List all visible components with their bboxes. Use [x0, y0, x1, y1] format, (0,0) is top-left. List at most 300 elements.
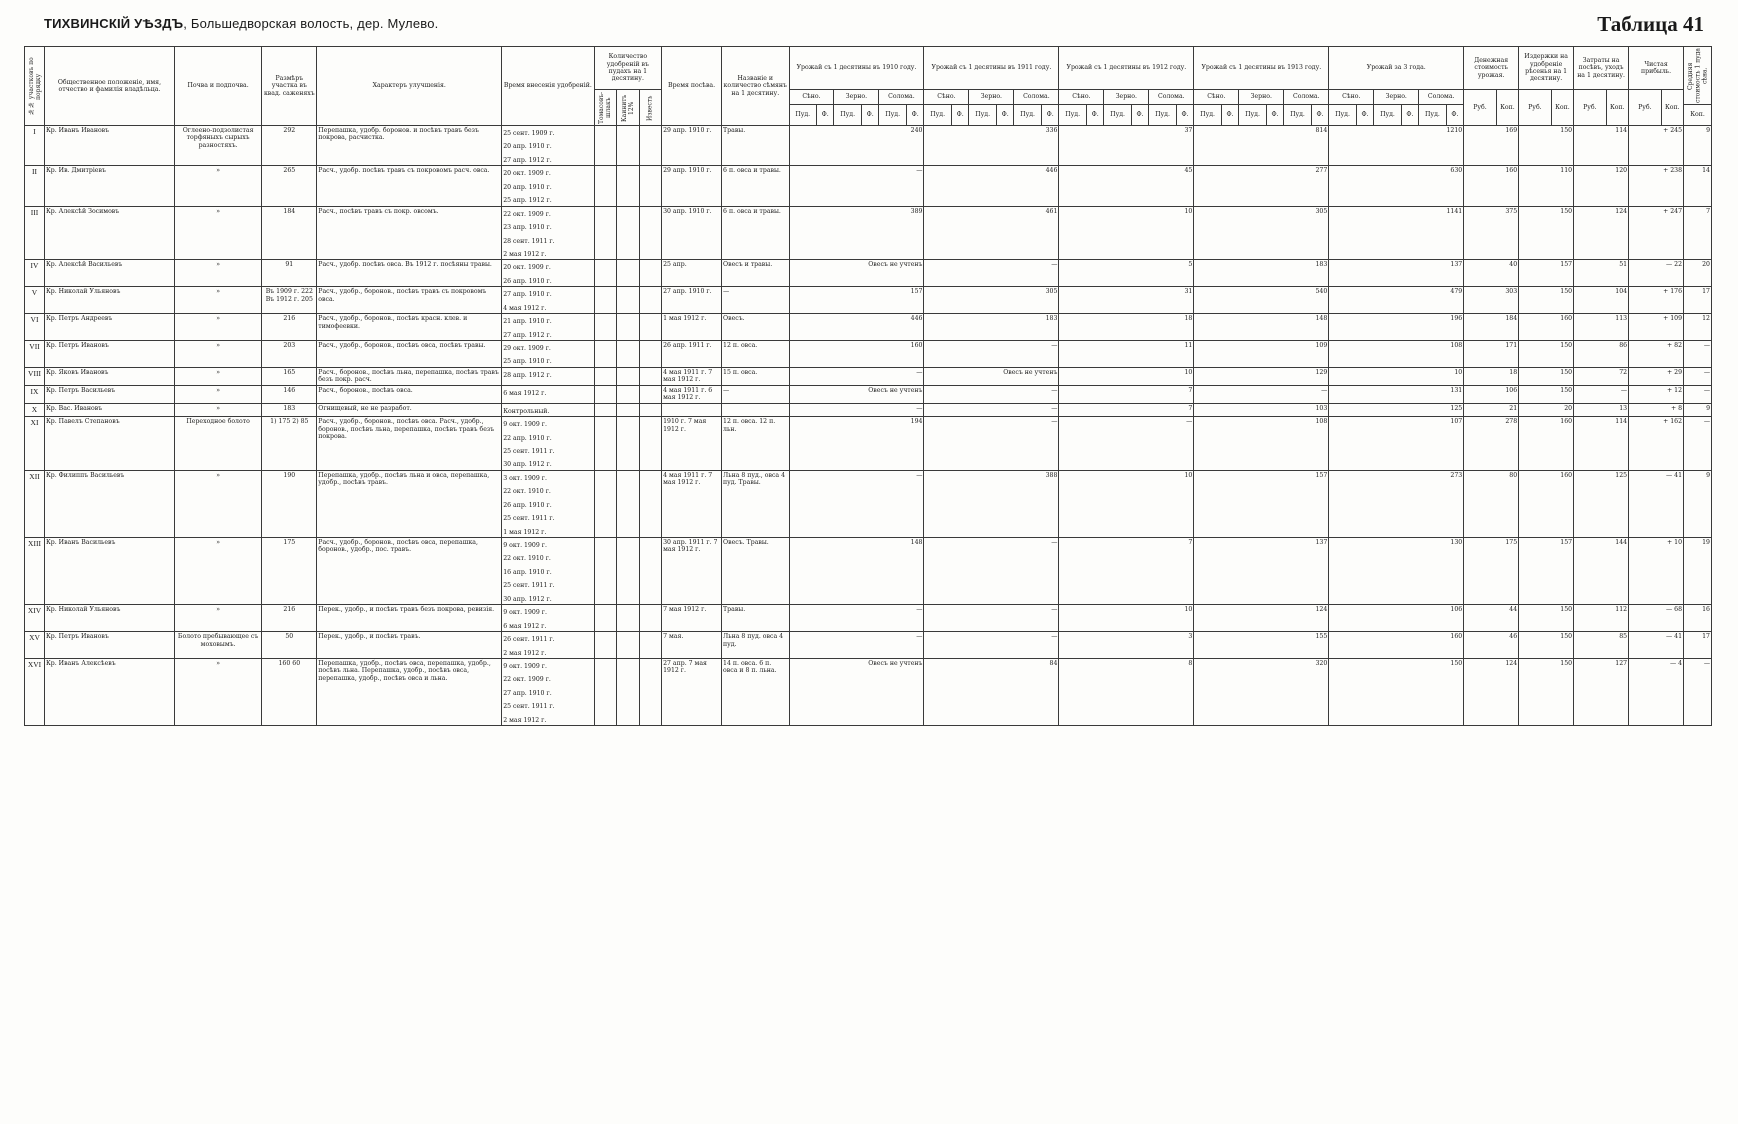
thomas-slag-amount [594, 417, 616, 471]
soil-type: » [174, 385, 261, 403]
soil-type: » [174, 287, 261, 314]
row-number: I [25, 126, 45, 166]
lime-amount [639, 403, 662, 416]
yield-1913-hay: 109 [1194, 341, 1329, 368]
yield-1913-hay: 137 [1194, 538, 1329, 605]
owner-name: Кр. Вас. Ивановъ [44, 403, 174, 416]
fertilizer-date: 2 мая 1912 г. [503, 716, 547, 724]
improvement-description: Перепашка, удобр., посѣвъ льна и овса, перепашка, удобр., посѣвъ травъ. [317, 470, 502, 537]
kainite-amount [617, 126, 639, 166]
table-row [25, 287, 1712, 314]
row-number: IX [25, 385, 45, 403]
average-cost: 19 [1684, 538, 1712, 605]
yield-1910-hay: Овесъ не учтенъ [789, 260, 924, 287]
sub-header-straw: Солома. [879, 90, 924, 105]
yield-1913-hay: 155 [1194, 632, 1329, 659]
kainite-amount [617, 538, 639, 605]
improvement-description: Перек., удобр., и посѣвъ травъ безъ покрова, ревизія. [317, 605, 502, 632]
thomas-slag-amount [594, 287, 616, 314]
table-row [25, 126, 1712, 166]
yield-1910-hay: 194 [789, 417, 924, 471]
col-header-average-cost: Средняя стоимость 1 пуда сѣна. [1684, 47, 1712, 105]
soil-type: » [174, 206, 261, 260]
thomas-slag-amount [594, 385, 616, 403]
net-profit: — 22 [1629, 260, 1684, 287]
costs: 157 [1519, 538, 1574, 605]
kainite-amount [617, 403, 639, 416]
money-value: 375 [1464, 206, 1519, 260]
sub-header-straw: Солома. [1149, 90, 1194, 105]
fertilizer-date: 25 сент. 1911 г. [503, 447, 555, 455]
yield-3-years: 160 [1329, 632, 1464, 659]
fertilizer-date: 4 мая 1912 г. [503, 304, 547, 312]
yield-1911-hay: — [924, 538, 1059, 605]
fertilizer-date: 27 апр. 1910 г. [503, 291, 552, 299]
money-value: 175 [1464, 538, 1519, 605]
thomas-slag-amount [594, 367, 616, 385]
yield-1911-hay: — [924, 632, 1059, 659]
unit-funt: Ф. [906, 105, 924, 126]
unit-pud: Пуд. [1059, 105, 1086, 126]
expenses: 114 [1574, 417, 1629, 471]
improvement-description: Расч., удобр. посѣвъ травъ съ покровомъ расч. овса. [317, 166, 502, 206]
unit-funt: Ф. [951, 105, 968, 126]
expenses: 72 [1574, 367, 1629, 385]
owner-name: Кр. Ив. Дмитріевъ [44, 166, 174, 206]
fertilizer-dates [502, 385, 594, 403]
sub-header-grain: Зерно. [1374, 90, 1419, 105]
col-header-sowing-date: Время посѣва. [662, 47, 722, 126]
costs: 150 [1519, 658, 1574, 725]
unit-funt: Ф. [1446, 105, 1464, 126]
unit-funt: Ф. [861, 105, 878, 126]
table-row [25, 341, 1712, 368]
expenses: 144 [1574, 538, 1629, 605]
improvement-description: Огнищевый, не не разработ. [317, 403, 502, 416]
net-profit: + 10 [1629, 538, 1684, 605]
fertilizer-date: 27 апр. 1910 г. [503, 689, 552, 697]
yield-3-years: 106 [1329, 605, 1464, 632]
yield-1913-hay: 183 [1194, 260, 1329, 287]
seed-amount: 12 п. овса. [722, 341, 789, 368]
soil-type: » [174, 260, 261, 287]
table-number-label: Таблица 41 [1597, 12, 1704, 36]
results-table [24, 46, 1712, 726]
thomas-slag-amount [594, 470, 616, 537]
seed-amount: 12 п. овса. 12 п. льн. [722, 417, 789, 471]
unit-funt: Ф. [1131, 105, 1148, 126]
sub-header-grain: Зерно. [1239, 90, 1284, 105]
unit-pud: Пуд. [969, 105, 996, 126]
unit-funt: Ф. [1176, 105, 1194, 126]
yield-3-years: 107 [1329, 417, 1464, 471]
fertilizer-date: Контрольный. [503, 407, 550, 415]
sub-header-grain: Зерно. [834, 90, 879, 105]
expenses: 86 [1574, 341, 1629, 368]
row-number: XIV [25, 605, 45, 632]
fertilizer-date: 2 мая 1912 г. [503, 649, 547, 657]
plot-size: 190 [262, 470, 317, 537]
net-profit: + 247 [1629, 206, 1684, 260]
unit-pud: Пуд. [1284, 105, 1311, 126]
costs: 160 [1519, 470, 1574, 537]
kainite-amount [617, 470, 639, 537]
unit-funt: Ф. [1086, 105, 1103, 126]
plot-size: 184 [262, 206, 317, 260]
yield-1912-hay: — [1059, 417, 1194, 471]
seed-amount: Овесъ. Травы. [722, 538, 789, 605]
kainite-amount [617, 417, 639, 471]
fertilizer-dates [502, 538, 594, 605]
yield-1910-hay: — [789, 403, 924, 416]
net-profit: + 109 [1629, 314, 1684, 341]
soil-type: » [174, 314, 261, 341]
improvement-description: Перек., удобр., и посѣвъ травъ. [317, 632, 502, 659]
net-profit: + 12 [1629, 385, 1684, 403]
owner-name: Кр. Иванъ Васильевъ [44, 538, 174, 605]
yield-1912-hay: 8 [1059, 658, 1194, 725]
fertilizer-dates [502, 260, 594, 287]
yield-1910-hay: 446 [789, 314, 924, 341]
plot-size: 165 [262, 367, 317, 385]
fertilizer-dates [502, 367, 594, 385]
costs: 110 [1519, 166, 1574, 206]
yield-1913-hay: 108 [1194, 417, 1329, 471]
average-cost: 12 [1684, 314, 1712, 341]
fertilizer-dates [502, 287, 594, 314]
col-header-owner: Общественное положеніе, имя, отчество и фамилія владѣльца. [44, 47, 174, 126]
unit-pud: Пуд. [1104, 105, 1131, 126]
yield-1912-hay: 7 [1059, 538, 1194, 605]
unit-kop: Коп. [1551, 90, 1573, 126]
col-header-yield-1913: Урожай съ 1 десятины въ 1913 году. [1194, 47, 1329, 90]
table-row [25, 385, 1712, 403]
soil-type: Оглеено-подзолистая торфяныхъ сырыхъ разностяхъ. [174, 126, 261, 166]
soil-type: » [174, 367, 261, 385]
col-header-thomas-slag: Томасовъ-шлакъ [594, 90, 616, 126]
fertilizer-date: 22 окт. 1910 г. [503, 555, 551, 563]
improvement-description: Перепашка, удобр. боронов. и посѣвъ травъ безъ покрова, расчистка. [317, 126, 502, 166]
yield-1910-hay: 157 [789, 287, 924, 314]
fertilizer-date: 21 апр. 1910 г. [503, 318, 552, 326]
expenses: 113 [1574, 314, 1629, 341]
col-header-expenses: Затраты на посѣвъ, уходъ на 1 десятину. [1574, 47, 1629, 90]
fertilizer-date: 27 апр. 1912 г. [503, 156, 552, 164]
average-cost: 9 [1684, 126, 1712, 166]
yield-1910-hay: Овесъ не учтенъ [789, 385, 924, 403]
yield-1910-hay: 240 [789, 126, 924, 166]
unit-funt: Ф. [816, 105, 833, 126]
row-number: X [25, 403, 45, 416]
fertilizer-date: 20 окт. 1909 г. [503, 264, 551, 272]
row-number: III [25, 206, 45, 260]
sowing-date: 7 мая 1912 г. [662, 605, 722, 632]
fertilizer-date: 20 окт. 1909 г. [503, 170, 551, 178]
soil-type: » [174, 403, 261, 416]
sowing-date: 7 мая. [662, 632, 722, 659]
fertilizer-date: 25 сент. 1911 г. [503, 515, 555, 523]
kainite-amount [617, 385, 639, 403]
yield-1910-hay: — [789, 367, 924, 385]
sowing-date: 26 апр. 1911 г. [662, 341, 722, 368]
average-cost: — [1684, 658, 1712, 725]
yield-1910-hay: — [789, 470, 924, 537]
seed-amount: Льна 8 пуд., овса 4 пуд. Травы. [722, 470, 789, 537]
fertilizer-date: 2 мая 1912 г. [503, 250, 547, 258]
expenses: 85 [1574, 632, 1629, 659]
fertilizer-dates [502, 470, 594, 537]
unit-pud: Пуд. [924, 105, 951, 126]
seed-amount: — [722, 385, 789, 403]
col-header-kainite: Каинитъ 12% [617, 90, 639, 126]
lime-amount [639, 605, 662, 632]
sub-header-hay: Сѣно. [1329, 90, 1374, 105]
unit-pud: Пуд. [1194, 105, 1221, 126]
expenses: 120 [1574, 166, 1629, 206]
expenses: 13 [1574, 403, 1629, 416]
seed-amount: Овесъ и травы. [722, 260, 789, 287]
average-cost: 17 [1684, 287, 1712, 314]
soil-type: » [174, 658, 261, 725]
costs: 150 [1519, 126, 1574, 166]
unit-pud: Пуд. [1014, 105, 1041, 126]
money-value: 18 [1464, 367, 1519, 385]
costs: 150 [1519, 605, 1574, 632]
costs: 150 [1519, 367, 1574, 385]
plot-size: 50 [262, 632, 317, 659]
net-profit: — 68 [1629, 605, 1684, 632]
soil-type: » [174, 470, 261, 537]
seed-amount: — [722, 287, 789, 314]
yield-1911-hay: — [924, 260, 1059, 287]
yield-1913-hay: 540 [1194, 287, 1329, 314]
table-row [25, 417, 1712, 471]
lime-amount [639, 314, 662, 341]
unit-rub: Руб. [1574, 90, 1606, 126]
lime-amount [639, 385, 662, 403]
yield-1911-hay: 336 [924, 126, 1059, 166]
soil-type: » [174, 341, 261, 368]
expenses: 124 [1574, 206, 1629, 260]
fertilizer-date: 22 окт. 1910 г. [503, 488, 551, 496]
row-number: VIII [25, 367, 45, 385]
money-value: 171 [1464, 341, 1519, 368]
fertilizer-date: 22 окт. 1909 г. [503, 210, 551, 218]
plot-size: 216 [262, 314, 317, 341]
yield-1911-hay: — [924, 403, 1059, 416]
improvement-description: Расч., удобр., боронов., посѣвъ овса, перепашка, боронов., удобр., пос. травъ. [317, 538, 502, 605]
sowing-date: 4 мая 1911 г. 7 мая 1912 г. [662, 367, 722, 385]
row-number: XIII [25, 538, 45, 605]
yield-1911-hay: 388 [924, 470, 1059, 537]
col-header-yield-3-years: Урожай за 3 года. [1329, 47, 1464, 90]
yield-1913-hay: 129 [1194, 367, 1329, 385]
net-profit: + 238 [1629, 166, 1684, 206]
expenses: — [1574, 385, 1629, 403]
unit-pud: Пуд. [1419, 105, 1446, 126]
yield-3-years: 273 [1329, 470, 1464, 537]
thomas-slag-amount [594, 126, 616, 166]
plot-size: 146 [262, 385, 317, 403]
fertilizer-date: 29 окт. 1909 г. [503, 345, 551, 352]
costs: 150 [1519, 385, 1574, 403]
yield-1910-hay: — [789, 166, 924, 206]
yield-1911-hay: — [924, 385, 1059, 403]
fertilizer-dates [502, 126, 594, 166]
sowing-date: 27 апр. 1910 г. [662, 287, 722, 314]
sub-header-grain: Зерно. [969, 90, 1014, 105]
soil-type: Переходное болото [174, 417, 261, 471]
table-row [25, 403, 1712, 416]
fertilizer-date: 26 сент. 1911 г. [503, 636, 555, 644]
unit-rub: Руб. [1464, 90, 1496, 126]
costs: 160 [1519, 417, 1574, 471]
table-row [25, 314, 1712, 341]
fertilizer-date: 16 апр. 1910 г. [503, 568, 552, 576]
fertilizer-dates [502, 658, 594, 725]
yield-1911-hay: 183 [924, 314, 1059, 341]
average-cost: 9 [1684, 403, 1712, 416]
net-profit: — 41 [1629, 632, 1684, 659]
col-header-money-value: Денежная стоимость урожая. [1464, 47, 1519, 90]
yield-1913-hay: 305 [1194, 206, 1329, 260]
unit-funt: Ф. [1266, 105, 1283, 126]
owner-name: Кр. Петръ Васильевъ [44, 385, 174, 403]
sowing-date: 1910 г. 7 мая 1912 г. [662, 417, 722, 471]
sub-header-hay: Сѣно. [789, 90, 834, 105]
net-profit: — 41 [1629, 470, 1684, 537]
money-value: 106 [1464, 385, 1519, 403]
yield-3-years: 137 [1329, 260, 1464, 287]
table-row [25, 260, 1712, 287]
yield-1911-hay: 305 [924, 287, 1059, 314]
fertilizer-date: 28 сент. 1911 г. [503, 237, 555, 245]
owner-name: Кр. Петръ Ивановъ [44, 632, 174, 659]
thomas-slag-amount [594, 206, 616, 260]
yield-1910-hay: 160 [789, 341, 924, 368]
table-row [25, 367, 1712, 385]
improvement-description: Расч., посѣвъ травъ съ покр. овсомъ. [317, 206, 502, 260]
unit-funt: Ф. [1311, 105, 1329, 126]
yield-1912-hay: 37 [1059, 126, 1194, 166]
improvement-description: Расч., удобр. посѣвъ овса. Въ 1912 г. посѣяны травы. [317, 260, 502, 287]
thomas-slag-amount [594, 658, 616, 725]
seed-amount: 15 п. овса. [722, 367, 789, 385]
lime-amount [639, 658, 662, 725]
fertilizer-date: 9 окт. 1909 г. [503, 421, 547, 429]
improvement-description: Расч., удобр., боронов., посѣвъ овса. Расч., удобр., боронов., посѣвъ льна, перепашка, посѣвъ травъ безъ покрова. [317, 417, 502, 471]
improvement-description: Расч., боронов., посѣвъ овса. [317, 385, 502, 403]
costs: 20 [1519, 403, 1574, 416]
col-header-fertilizer-amount: Количество удобреній въ пудахъ на 1 десятину. [594, 47, 661, 90]
yield-1912-hay: 18 [1059, 314, 1194, 341]
unit-pud: Пуд. [834, 105, 861, 126]
yield-1910-hay: 389 [789, 206, 924, 260]
yield-3-years: 630 [1329, 166, 1464, 206]
yield-1910-hay: 148 [789, 538, 924, 605]
owner-name: Кр. Алексѣй Васильевъ [44, 260, 174, 287]
unit-kop: Коп. [1684, 105, 1712, 126]
col-header-soil: Почва и подпочва. [174, 47, 261, 126]
row-number: XII [25, 470, 45, 537]
yield-1911-hay: — [924, 341, 1059, 368]
yield-1912-hay: 10 [1059, 605, 1194, 632]
sowing-date: 29 апр. 1910 г. [662, 166, 722, 206]
row-number: IV [25, 260, 45, 287]
kainite-amount [617, 166, 639, 206]
expenses: 125 [1574, 470, 1629, 537]
fertilizer-date: 22 окт. 1909 г. [503, 676, 551, 684]
row-number: XI [25, 417, 45, 471]
table-row [25, 605, 1712, 632]
sub-header-straw: Солома. [1284, 90, 1329, 105]
fertilizer-date: 28 апр. 1912 г. [503, 371, 552, 379]
average-cost: 7 [1684, 206, 1712, 260]
money-value: 80 [1464, 470, 1519, 537]
yield-1912-hay: 3 [1059, 632, 1194, 659]
money-value: 124 [1464, 658, 1519, 725]
lime-amount [639, 470, 662, 537]
lime-amount [639, 260, 662, 287]
unit-kop: Коп. [1496, 90, 1518, 126]
plot-size: 175 [262, 538, 317, 605]
thomas-slag-amount [594, 403, 616, 416]
row-number: II [25, 166, 45, 206]
lime-amount [639, 632, 662, 659]
average-cost: 9 [1684, 470, 1712, 537]
owner-name: Кр. Яковъ Ивановъ [44, 367, 174, 385]
kainite-amount [617, 658, 639, 725]
fertilizer-date: 20 апр. 1910 г. [503, 143, 552, 151]
kainite-amount [617, 287, 639, 314]
yield-1913-hay: 157 [1194, 470, 1329, 537]
unit-funt: Ф. [996, 105, 1013, 126]
expenses: 114 [1574, 126, 1629, 166]
sowing-date: 30 апр. 1910 г. [662, 206, 722, 260]
thomas-slag-amount [594, 605, 616, 632]
fertilizer-dates [502, 341, 594, 368]
lime-amount [639, 538, 662, 605]
fertilizer-date: 6 мая 1912 г. [503, 622, 547, 630]
plot-size: 183 [262, 403, 317, 416]
yield-1913-hay: — [1194, 385, 1329, 403]
plot-size: 1) 175 2) 85 [262, 417, 317, 471]
col-header-yield-1910: Урожай съ 1 десятины въ 1910 году. [789, 47, 924, 90]
row-number: V [25, 287, 45, 314]
sowing-date: 4 мая 1911 г. 6 мая 1912 г. [662, 385, 722, 403]
fertilizer-date: 3 окт. 1909 г. [503, 474, 547, 482]
unit-kop: Коп. [1606, 90, 1629, 126]
fertilizer-date: 22 апр. 1910 г. [503, 434, 552, 442]
kainite-amount [617, 367, 639, 385]
money-value: 46 [1464, 632, 1519, 659]
fertilizer-date: 25 сент. 1911 г. [503, 582, 555, 590]
yield-1913-hay: 814 [1194, 126, 1329, 166]
row-number: XV [25, 632, 45, 659]
money-value: 184 [1464, 314, 1519, 341]
col-header-fertilizer-date: Время внесенія удобреній. [502, 47, 594, 126]
thomas-slag-amount [594, 632, 616, 659]
owner-name: Кр. Николай Ульяновъ [44, 605, 174, 632]
yield-3-years: 108 [1329, 341, 1464, 368]
fertilizer-date: 20 апр. 1910 г. [503, 183, 552, 191]
unit-pud: Пуд. [1374, 105, 1401, 126]
average-cost: 20 [1684, 260, 1712, 287]
sowing-date: 25 апр. [662, 260, 722, 287]
kainite-amount [617, 632, 639, 659]
lime-amount [639, 417, 662, 471]
yield-1912-hay: 10 [1059, 470, 1194, 537]
